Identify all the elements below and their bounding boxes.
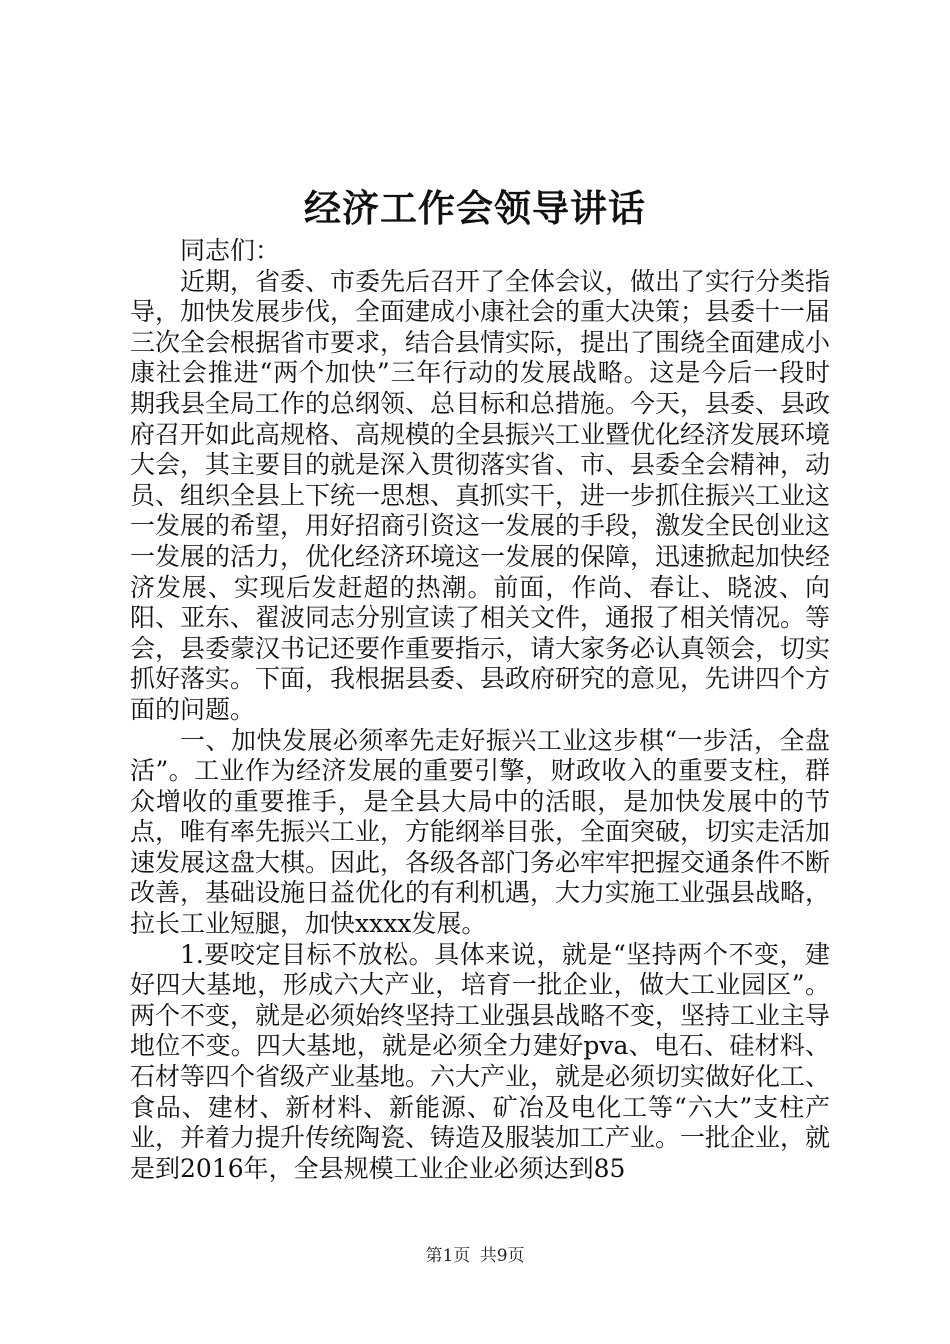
page-number: 第1页: [425, 1246, 471, 1266]
salutation-paragraph: 同志们：: [180, 236, 281, 265]
document-body: [130, 236, 830, 1184]
body-paragraph: 1.要咬定目标不放松。具体来说，就是“坚持两个不变，建好四大基地，形成六大产业，培育一批企业，做大工业园区”。两个不变，就是必须始终坚持工业强县战略不变，坚持工业主导地位不变。四大基地，就是必须全力建好pva、电石、硅材料、石材等四个省级产业基地。六大产业，就是必须切实做好化工、食品、建材、新材料、新能源、矿冶及电化工等“六大”支柱产业，并着力提升传统陶瓷、铸造及服装加工产业。一批企业，就是到2016年，全县规模工业企业必须达到85: [130, 939, 831, 1183]
page-footer: [0, 1244, 950, 1268]
document-title: 经济工作会领导讲话: [304, 186, 646, 230]
page-total: 共9页: [479, 1246, 525, 1266]
body-paragraph: 一、加快发展必须率先走好振兴工业这步棋“一步活，全盘活”。工业作为经济发展的重要引擎，财政收入的重要支柱，群众增收的重要推手，是全县大局中的活眼，是加快发展中的节点，唯有率先振兴工业，方能纲举目张，全面突破，切实走活加速发展这盘大棋。因此，各级各部门务必牢牢把握交通条件不断改善，基础设施日益优化的有利机遇，大力实施工业强县战略，拉长工业短腿，加快xxxx发展。: [130, 725, 831, 939]
body-paragraph: 近期，省委、市委先后召开了全体会议，做出了实行分类指导，加快发展步伐，全面建成小康社会的重大决策；县委十一届三次全会根据省市要求，结合县情实际，提出了围绕全面建成小康社会推进“两个加快”三年行动的发展战略。这是今后一段时期我县全局工作的总纲领、总目标和总措施。今天，县委、县政府召开如此高规格、高规模的全县振兴工业暨优化经济发展环境大会，其主要目的就是深入贯彻落实省、市、县委全会精神，动员、组织全县上下统一思想、真抓实干，进一步抓住振兴工业这一发展的希望，用好招商引资这一发展的手段，激发全民创业这一发展的活力，优化经济环境这一发展的保障，迅速掀起加快经济发展、实现后发赶超的热潮。前面，作尚、春让、晓波、向阳、亚东、翟波同志分别宣读了相关文件，通报了相关情况。等会，县委蒙汉书记还要作重要指示，请大家务必认真领会，切实抓好落实。下面，我根据县委、县政府研究的意见，先讲四个方面的问题。: [130, 266, 831, 724]
